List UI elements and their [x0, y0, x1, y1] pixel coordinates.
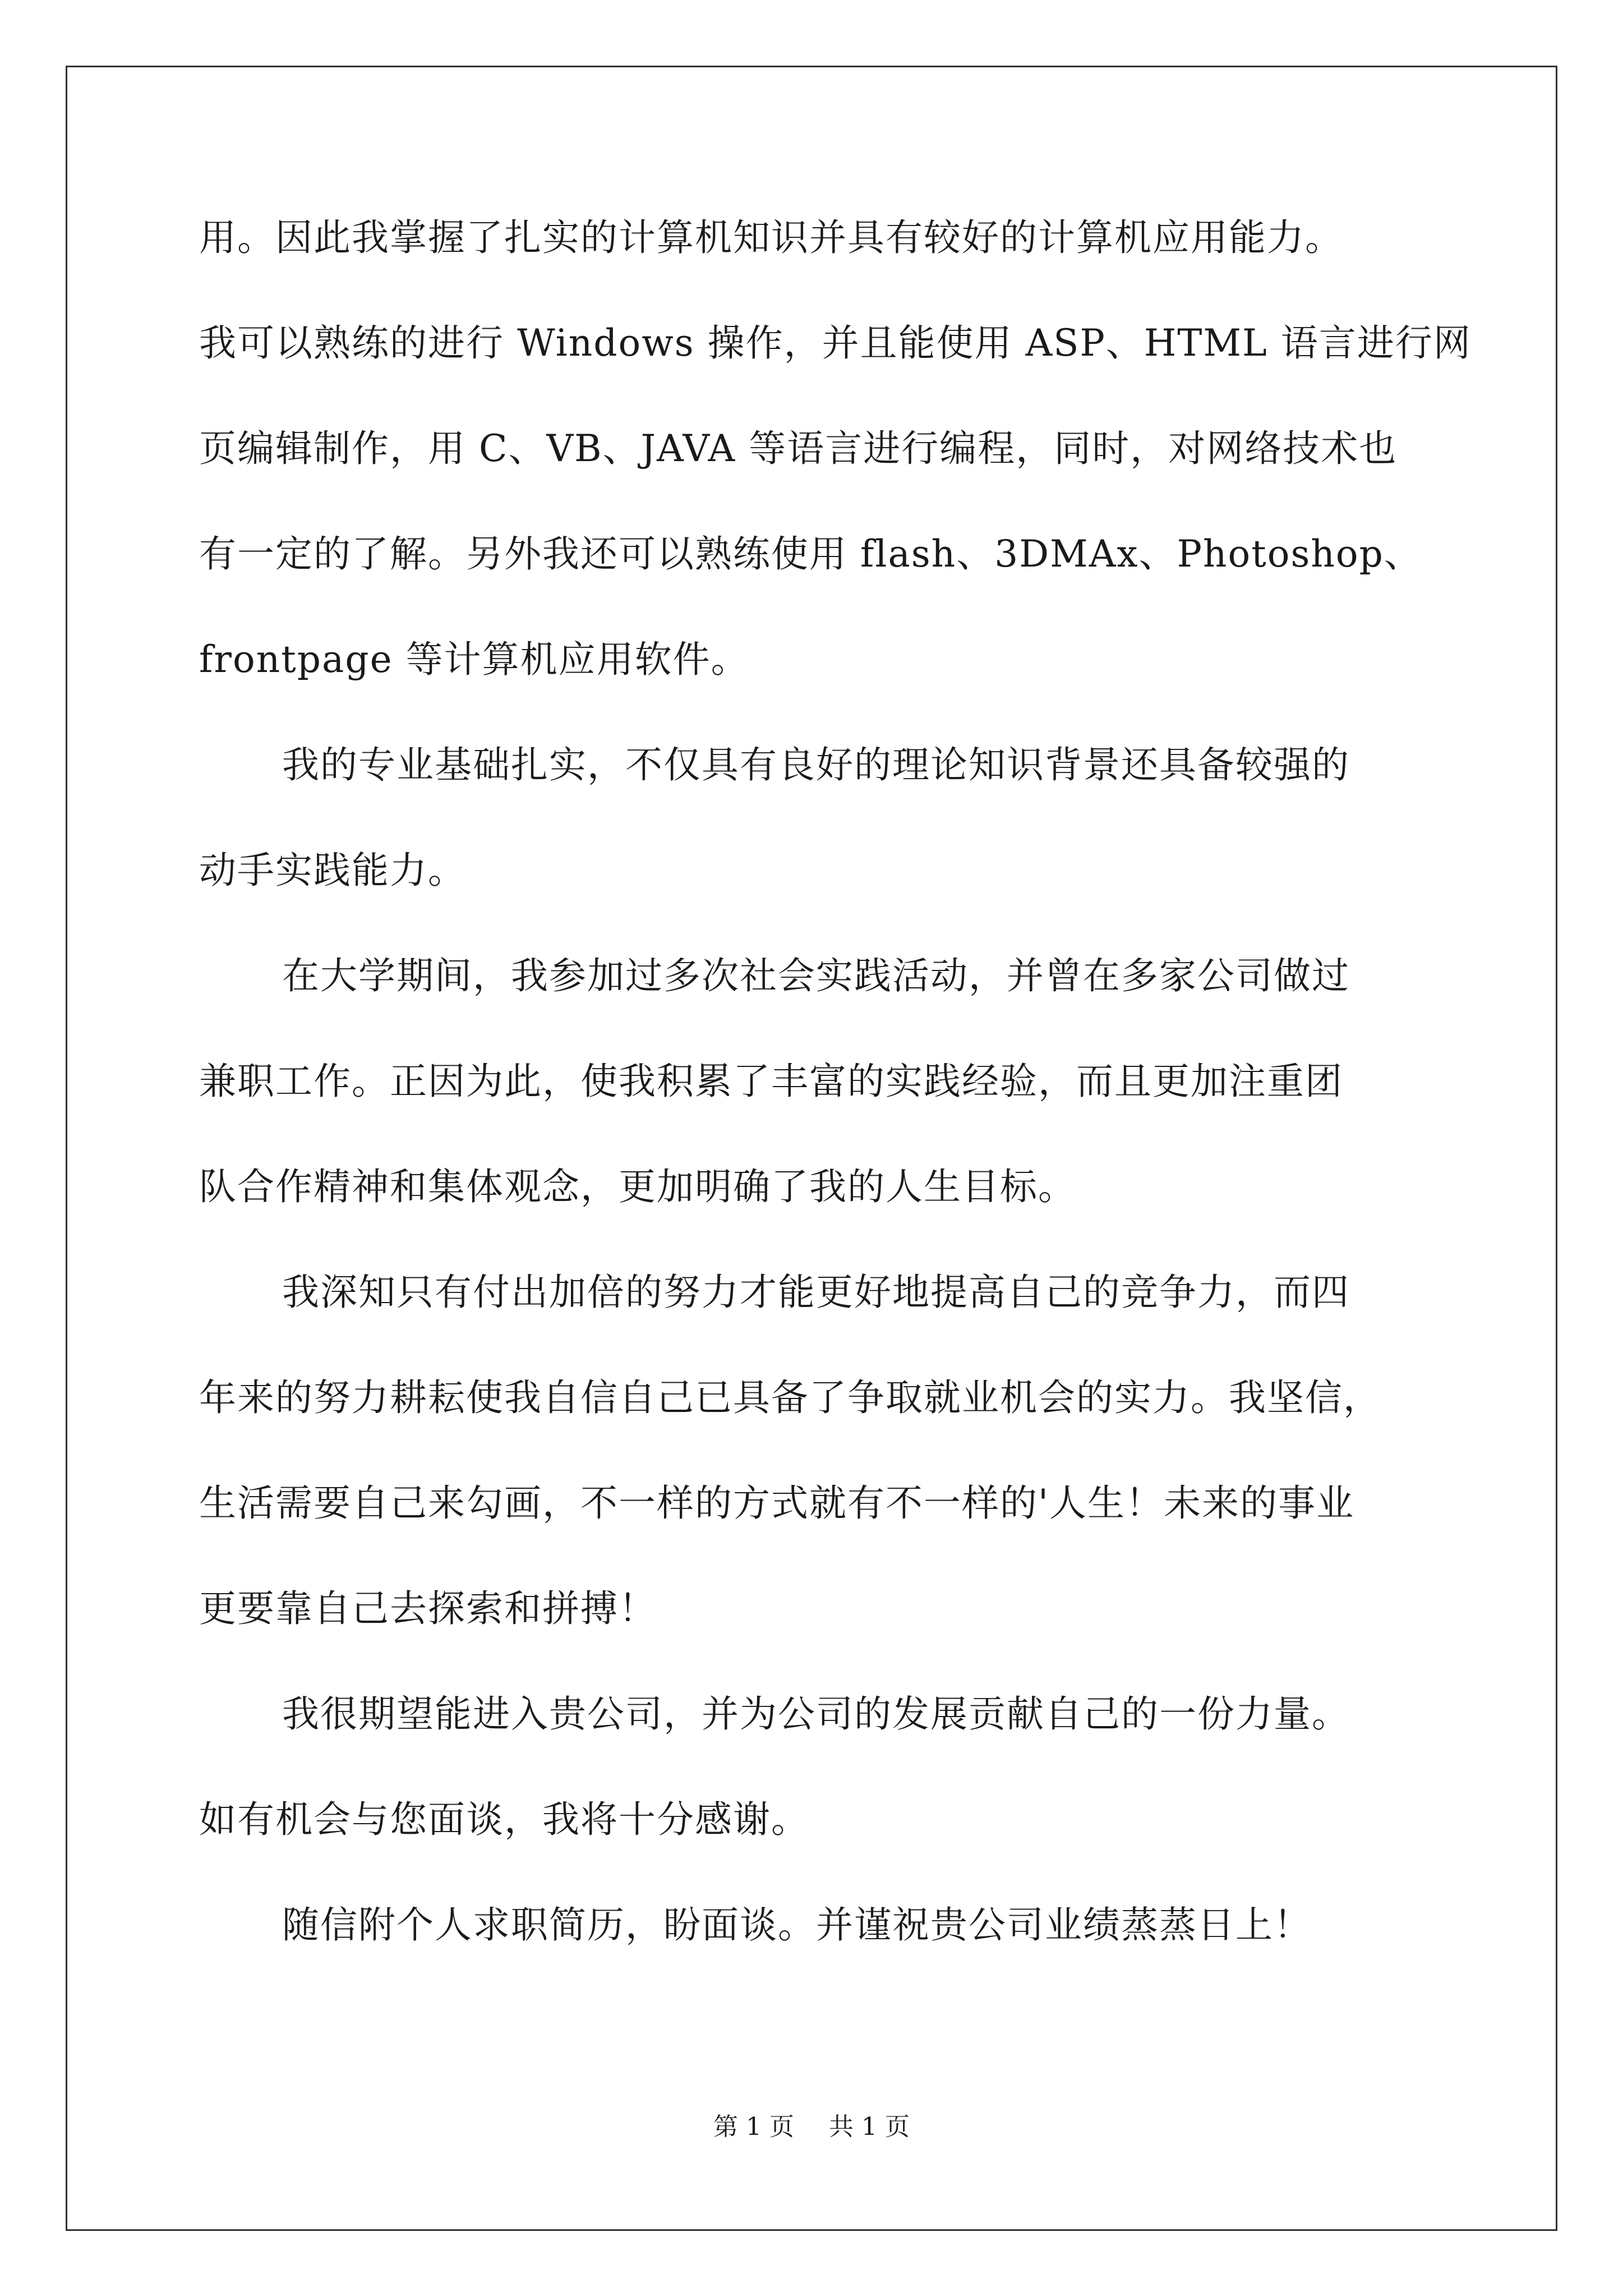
- text-line: 更要靠自己去探索和拼搏！: [199, 1587, 657, 1630]
- text-line: 有一定的了解。另外我还可以熟练使用 flash、3DMAx、Photoshop、: [199, 532, 1422, 576]
- text-line: 兼职工作。正因为此，使我积累了丰富的实践经验，而且更加注重团: [199, 1060, 1343, 1103]
- text-line: frontpage 等计算机应用软件。: [199, 638, 749, 681]
- text-line: 队合作精神和集体观念，更加明确了我的人生目标。: [199, 1165, 1076, 1208]
- text-line: 生活需要自己来勾画，不一样的方式就有不一样的'人生！未来的事业: [199, 1481, 1355, 1525]
- page-footer: [0, 2106, 1623, 2142]
- text-line: 用。因此我掌握了扎实的计算机知识并具有较好的计算机应用能力。: [199, 216, 1343, 259]
- text-line: 我可以熟练的进行 Windows 操作，并且能使用 ASP、HTML 语言进行网: [199, 321, 1472, 365]
- paragraph-start-line: 在大学期间，我参加过多次社会实践活动，并曾在多家公司做过: [282, 954, 1350, 997]
- text-line: 动手实践能力。: [199, 849, 466, 892]
- text-line: 如有机会与您面谈，我将十分感谢。: [199, 1798, 809, 1841]
- paragraph-start-line: 我深知只有付出加倍的努力才能更好地提高自己的竞争力，而四: [282, 1271, 1350, 1314]
- paragraph-start-line: 我的专业基础扎实，不仅具有良好的理论知识背景还具备较强的: [282, 743, 1350, 786]
- text-line: 页编辑制作，用 C、VB、JAVA 等语言进行编程，同时，对网络技术也: [199, 427, 1398, 470]
- page-number-total: 共 1 页: [829, 2113, 910, 2141]
- document-body: [199, 185, 1478, 1978]
- text-line: 年来的努力耕耘使我自信自己已具备了争取就业机会的实力。我坚信，: [199, 1376, 1381, 1419]
- paragraph-start-line: 我很期望能进入贵公司，并为公司的发展贡献自己的一份力量。: [282, 1692, 1350, 1736]
- paragraph-start-line: 随信附个人求职简历，盼面谈。并谨祝贵公司业绩蒸蒸日上！: [282, 1903, 1312, 1947]
- page-number-current: 第 1 页: [713, 2113, 794, 2141]
